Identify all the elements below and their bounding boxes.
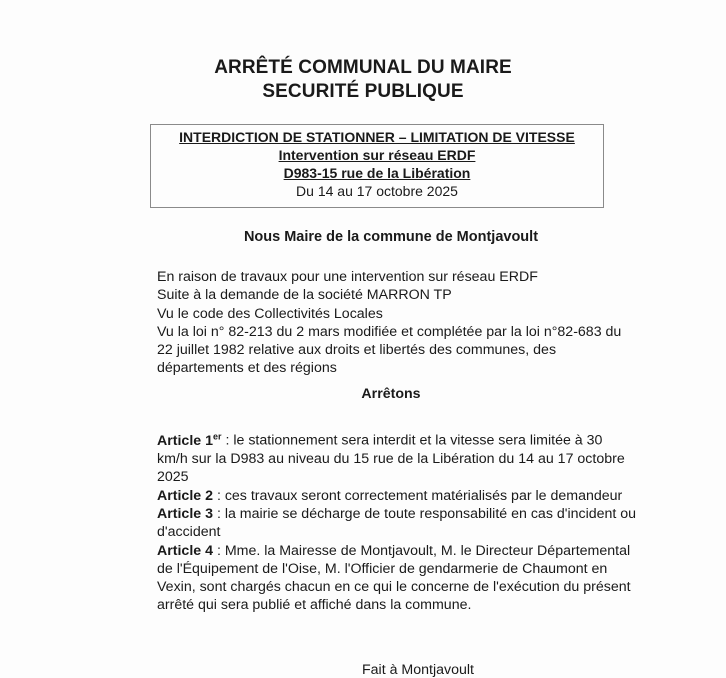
consideration-line: départements et des régions xyxy=(157,360,337,377)
article-text: : ces travaux seront correctement matérialisés par le demandeur xyxy=(213,487,623,504)
document-subtitle: SECURITÉ PUBLIQUE xyxy=(262,81,464,102)
article-label: Article 4 xyxy=(157,542,213,559)
mayor-heading: Nous Maire de la commune de Montjavoult xyxy=(243,229,539,245)
article-text: : le stationnement sera interdit et la vitesse sera limitée à 30 km/h sur la D983 au niveau du 15 rue de la Libération du 14 au 17 octobre 2025 xyxy=(157,432,625,486)
box-line-dates: Du 14 au 17 octobre 2025 xyxy=(296,183,458,199)
consideration-line: Suite à la demande de la société MARRON TP xyxy=(157,287,452,304)
article-2 xyxy=(157,487,637,505)
document-title: ARRÊTÉ COMMUNAL DU MAIRE xyxy=(214,57,512,78)
considerations-block xyxy=(157,268,637,378)
box-line-intervention: Intervention sur réseau ERDF xyxy=(278,147,476,163)
article-4 xyxy=(157,542,637,615)
arretons-heading: Arrêtons xyxy=(361,386,421,402)
summary-box xyxy=(150,124,604,208)
article-label: Article 2 xyxy=(157,487,213,504)
article-label: Article 3 xyxy=(157,505,213,522)
box-line-prohibition: INTERDICTION DE STATIONNER – LIMITATION DE VITESSE xyxy=(179,129,575,145)
article-text: : la mairie se décharge de toute responsabilité en cas d'incident ou d'accident xyxy=(157,505,637,541)
consideration-line: Vu le code des Collectivités Locales xyxy=(157,305,383,322)
article-3 xyxy=(157,505,637,542)
article-label: Article 1er xyxy=(157,431,222,449)
consideration-line: En raison de travaux pour une intervention sur réseau ERDF xyxy=(157,269,538,285)
signature-place: Fait à Montjavoult xyxy=(362,662,474,678)
consideration-line: 22 juillet 1982 relative aux droits et libertés des communes, des xyxy=(157,342,557,359)
article-1 xyxy=(157,427,637,487)
article-text: : Mme. la Mairesse de Montjavoult, M. le Directeur Départemental de l'Équipement de l'Oise, M. l'Officier de gendarmerie de Chaumont en Vexin, sont chargés chacun en ce qui le concerne de l'exécution du présent arrêté qui sera publié et affiché dans la commune. xyxy=(157,542,631,614)
consideration-line: Vu la loi n° 82-213 du 2 mars modifiée et complétée par la loi n°82-683 du xyxy=(157,323,622,340)
articles-block xyxy=(157,427,637,615)
box-line-address: D983-15 rue de la Libération xyxy=(283,165,471,181)
